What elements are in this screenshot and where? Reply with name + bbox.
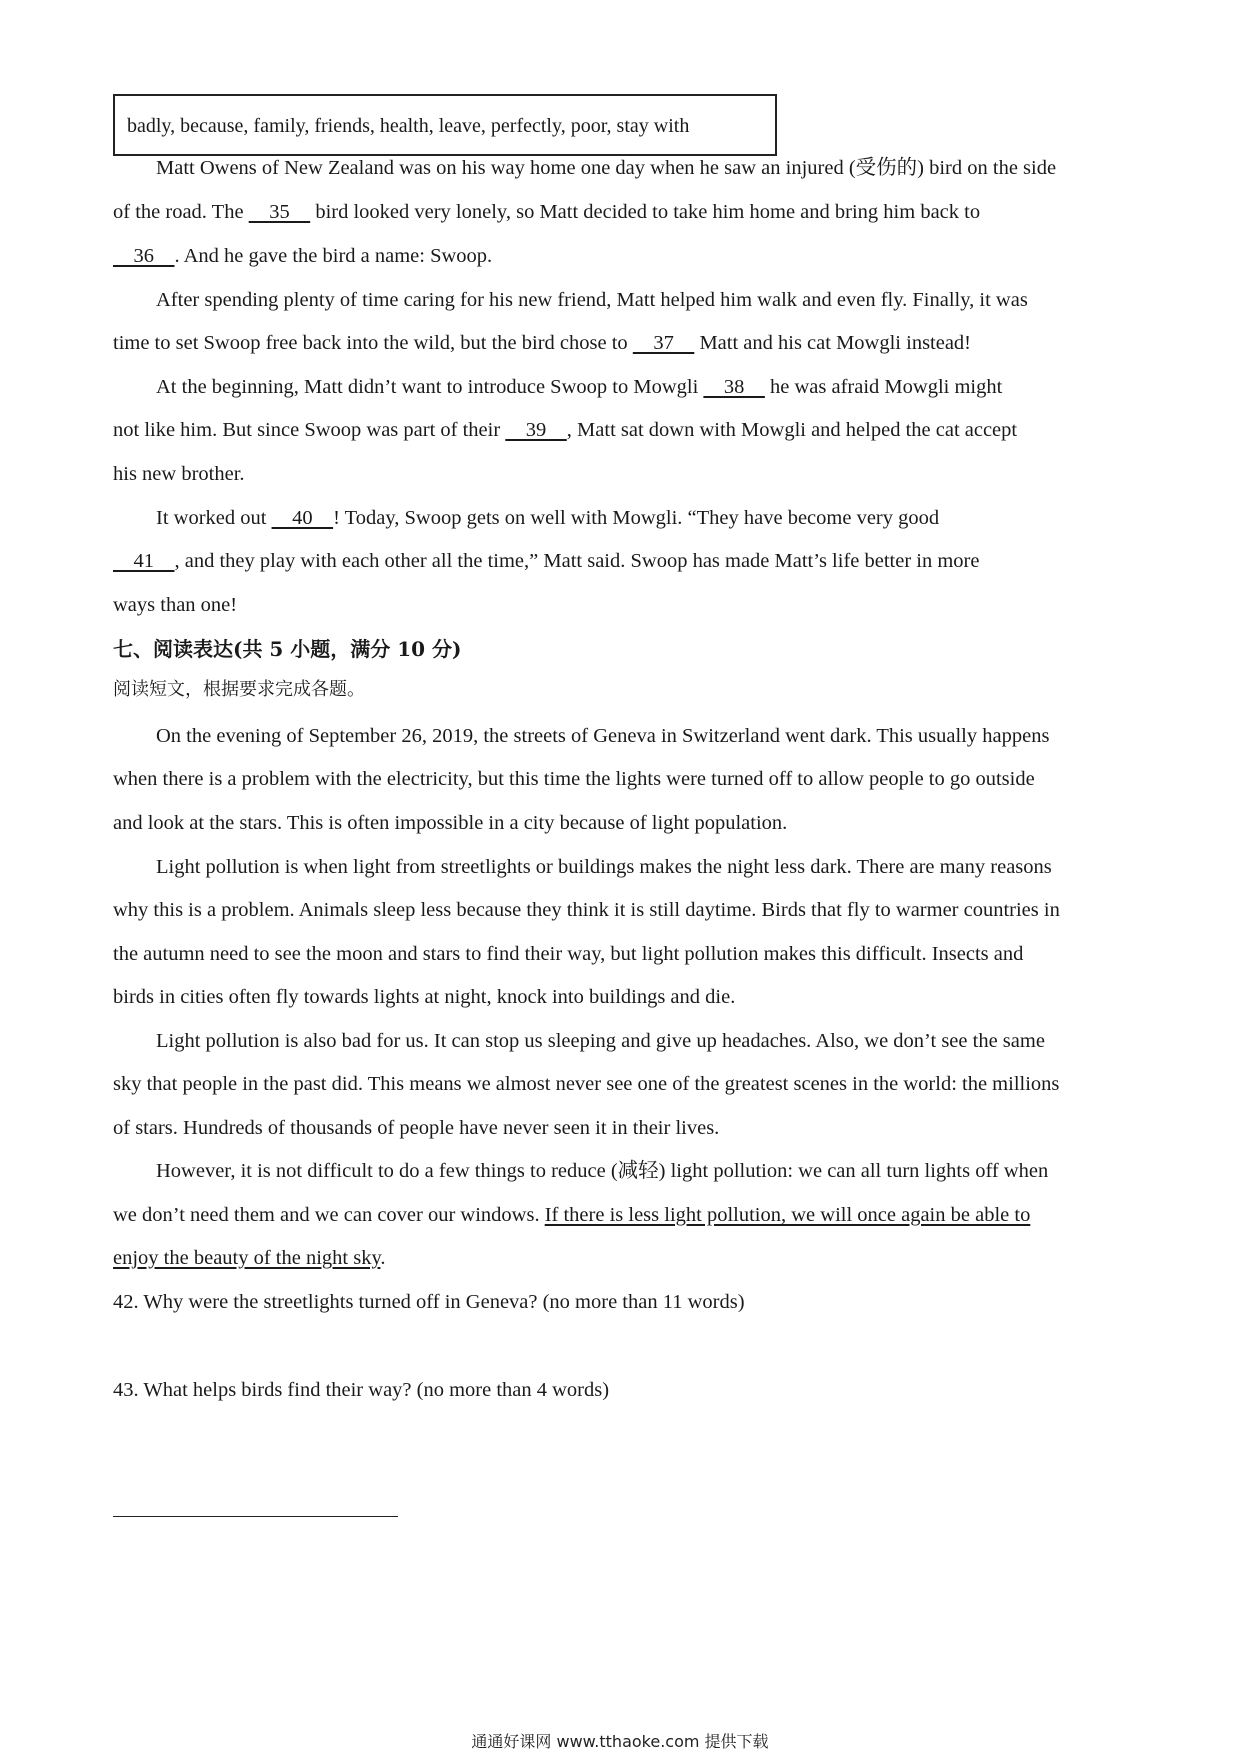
blank-40[interactable]: 40 bbox=[271, 507, 334, 529]
text-segment: It worked out bbox=[156, 507, 272, 529]
text-segment: At the beginning, Matt didn’t want to introduce Swoop to Mowgli bbox=[156, 376, 704, 398]
blank-38[interactable]: 38 bbox=[703, 376, 765, 398]
passage1-line-11: ways than one! bbox=[113, 594, 238, 616]
underlined-sentence-part-2: enjoy the beauty of the night sky bbox=[113, 1247, 381, 1269]
passage1-line-5 bbox=[113, 331, 971, 355]
section-heading: 七、阅读表达(共 5 小题，满分 10 分) bbox=[113, 637, 462, 661]
blank-35[interactable]: 35 bbox=[248, 201, 311, 223]
blank-39[interactable]: 39 bbox=[505, 419, 567, 441]
passage1-line-6 bbox=[156, 375, 1002, 399]
passage2-line-7: birds in cities often fly towards lights at night, knock into buildings and die. bbox=[113, 986, 736, 1008]
text-segment: he was afraid Mowgli might bbox=[764, 376, 1003, 398]
passage1-line-9 bbox=[156, 506, 939, 530]
text-segment: not like him. But since Swoop was part of their bbox=[113, 419, 506, 441]
blank-36[interactable]: 36 bbox=[113, 245, 175, 267]
text-segment: ! Today, Swoop gets on well with Mowgli. “They have become very good bbox=[333, 507, 940, 529]
text-segment: . And he gave the bird a name: Swoop. bbox=[174, 245, 493, 267]
answer-line-42[interactable] bbox=[113, 1516, 398, 1517]
passage1-line-2 bbox=[113, 200, 980, 224]
passage2-line-6: the autumn need to see the moon and stars to find their way, but light pollution makes this difficult. Insects and bbox=[113, 943, 1024, 965]
question-43: 43. What helps birds find their way? (no more than 4 words) bbox=[113, 1379, 610, 1401]
passage2-line-4: Light pollution is when light from streetlights or buildings makes the night less dark. There are many reasons bbox=[156, 856, 1052, 878]
word-bank-text: badly, because, family, friends, health, leave, perfectly, poor, stay with bbox=[127, 115, 690, 137]
passage2-line-1: On the evening of September 26, 2019, the streets of Geneva in Switzerland went dark. This usually happens bbox=[156, 725, 1050, 747]
passage2-line-10: of stars. Hundreds of thousands of people have never seen it in their lives. bbox=[113, 1117, 720, 1139]
passage2-line-8: Light pollution is also bad for us. It can stop us sleeping and give up headaches. Also, we don’t see the same bbox=[156, 1030, 1045, 1052]
passage2-line-3: and look at the stars. This is often impossible in a city because of light population. bbox=[113, 812, 788, 834]
passage2-line-11: However, it is not difficult to do a few things to reduce (减轻) light pollution: we can all turn lights off when bbox=[156, 1160, 1049, 1182]
text-segment: . bbox=[380, 1247, 386, 1269]
text-segment: , and they play with each other all the time,” Matt said. Swoop has made Matt’s life better in more bbox=[174, 550, 980, 572]
section-instruction: 阅读短文，根据要求完成各题。 bbox=[113, 679, 365, 700]
underlined-sentence-part-1: If there is less light pollution, we will once again be able to bbox=[544, 1204, 1031, 1226]
page-footer: 通通好课网 www.tthaoke.com 提供下载 bbox=[471, 1732, 769, 1751]
word-bank-box bbox=[113, 94, 777, 156]
blank-37[interactable]: 37 bbox=[632, 332, 695, 354]
passage2-line-9: sky that people in the past did. This means we almost never see one of the greatest scenes in the world: the millions bbox=[113, 1073, 1060, 1095]
passage1-line-7 bbox=[113, 418, 1017, 442]
question-42: 42. Why were the streetlights turned off in Geneva? (no more than 11 words) bbox=[113, 1291, 745, 1313]
text-segment: time to set Swoop free back into the wild, but the bird chose to bbox=[113, 332, 633, 354]
passage1-line-8: his new brother. bbox=[113, 463, 245, 485]
blank-41[interactable]: 41 bbox=[113, 550, 175, 572]
text-segment: we don’t need them and we can cover our windows. bbox=[113, 1204, 545, 1226]
passage1-line-3 bbox=[113, 244, 492, 268]
passage2-line-13 bbox=[113, 1246, 386, 1270]
text-segment: Matt and his cat Mowgli instead! bbox=[694, 332, 972, 354]
text-segment: bird looked very lonely, so Matt decided to take him home and bring him back to bbox=[310, 201, 981, 223]
text-segment: , Matt sat down with Mowgli and helped the cat accept bbox=[566, 419, 1018, 441]
passage2-line-5: why this is a problem. Animals sleep less because they think it is still daytime. Birds that fly to warmer countries in bbox=[113, 899, 1060, 921]
passage1-line-10 bbox=[113, 549, 979, 573]
text-segment: of the road. The bbox=[113, 201, 249, 223]
passage2-line-12 bbox=[113, 1203, 1030, 1227]
passage1-line-1: Matt Owens of New Zealand was on his way home one day when he saw an injured (受伤的) bird on the side bbox=[156, 157, 1057, 179]
passage2-line-2: when there is a problem with the electricity, but this time the lights were turned off to allow people to go outside bbox=[113, 768, 1035, 790]
passage1-line-4: After spending plenty of time caring for his new friend, Matt helped him walk and even fly. Finally, it was bbox=[156, 289, 1028, 311]
